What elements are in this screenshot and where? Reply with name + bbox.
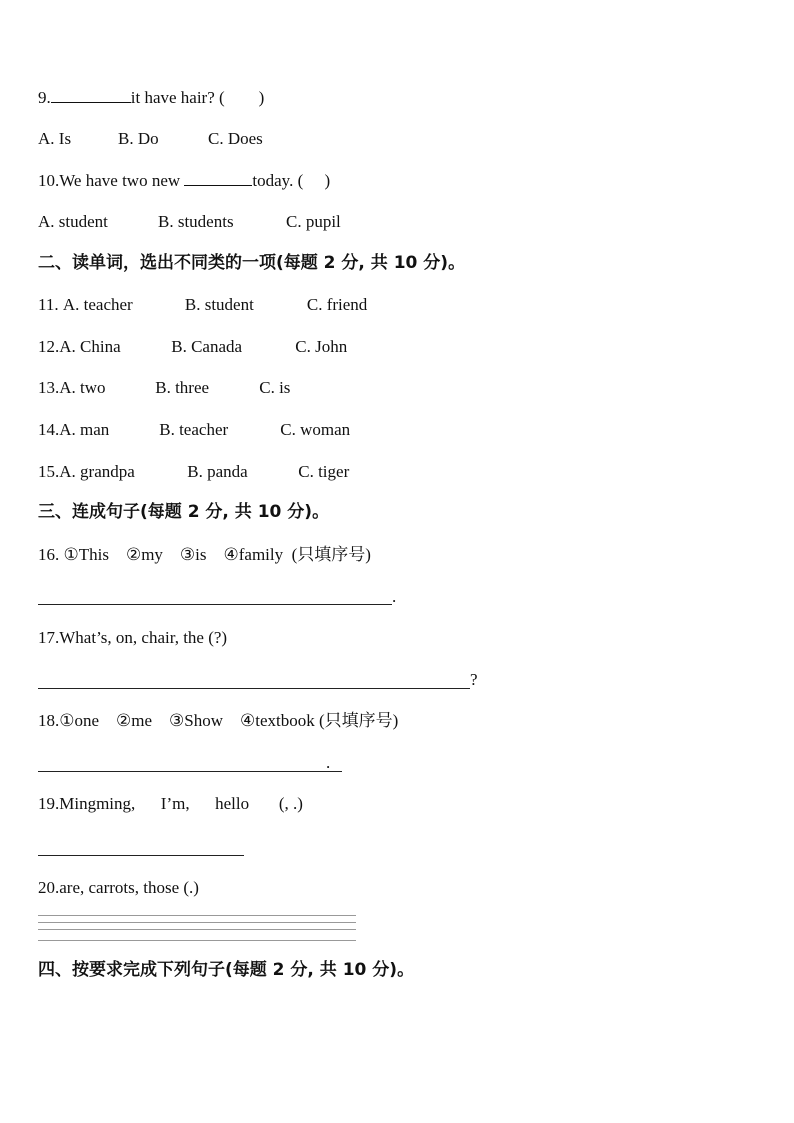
q13-option-c: C. is — [259, 378, 291, 397]
question-12 — [38, 336, 347, 358]
q9-option-a: A. Is — [38, 129, 72, 148]
q9-option-b: B. Do — [118, 129, 159, 148]
q11-option-a: A. teacher — [62, 295, 133, 314]
q9-text: it have hair? ( ) — [130, 88, 265, 107]
q17-end-mark: ? — [470, 670, 478, 689]
question-13 — [38, 377, 290, 399]
q10-blank[interactable] — [184, 169, 252, 186]
q20-writing-line-1[interactable] — [38, 915, 356, 916]
q15-option-a: A. grandpa — [59, 462, 135, 481]
q11-option-c: C. friend — [306, 295, 368, 314]
q14-option-b: B. teacher — [159, 420, 229, 439]
question-19: 19.Mingming, I’m, hello (, .) — [38, 794, 303, 813]
q16-answer-line[interactable] — [38, 604, 392, 605]
q12-option-a: A. China — [59, 337, 121, 356]
q13-option-b: B. three — [155, 378, 210, 397]
question-20: 20.are, carrots, those (.) — [38, 878, 199, 897]
question-15 — [38, 461, 349, 483]
q10-text-after: today. ( ) — [252, 171, 331, 190]
question-11 — [38, 294, 367, 316]
section-4-title: 四、按要求完成下列句子(每题 2 分, 共 10 分)。 — [38, 960, 415, 980]
q20-writing-line-2[interactable] — [38, 922, 356, 923]
q12-option-c: C. John — [295, 337, 348, 356]
question-18: 18.①one ②me ③Show ④textbook (只填序号) — [38, 711, 399, 730]
section-2-title: 二、读单词，选出不同类的一项(每题 2 分, 共 10 分)。 — [38, 253, 466, 273]
q17-answer-line[interactable] — [38, 688, 470, 689]
q12-option-b: B. Canada — [171, 337, 243, 356]
question-9 — [38, 86, 264, 109]
q11-option-b: B. student — [184, 295, 254, 314]
q15-option-b: B. panda — [187, 462, 248, 481]
q9-number: 9. — [38, 88, 51, 107]
q14-option-c: C. woman — [280, 420, 351, 439]
question-16: 16. ①This ②my ③is ④family (只填序号) — [38, 545, 371, 564]
q9-blank[interactable] — [51, 86, 131, 103]
q9-options — [38, 128, 263, 150]
q13-option-a: A. two — [59, 378, 106, 397]
q10-option-b: B. students — [158, 212, 234, 231]
q11-number: 11. — [38, 295, 63, 314]
q15-number: 15. — [38, 462, 60, 481]
q18-end-mark: . — [326, 753, 331, 772]
q13-number: 13. — [38, 378, 60, 397]
q10-options — [38, 211, 341, 233]
q16-end-mark: . — [392, 587, 397, 606]
question-14 — [38, 419, 350, 441]
q19-answer-line[interactable] — [38, 855, 244, 856]
q9-option-c: C. Does — [208, 129, 263, 148]
q14-option-a: A. man — [59, 420, 110, 439]
q10-option-a: A. student — [38, 212, 108, 231]
question-17: 17.What’s, on, chair, the (?) — [38, 628, 228, 647]
q10-option-c: C. pupil — [286, 212, 341, 231]
q18-answer-line[interactable] — [38, 771, 342, 772]
section-3-title: 三、连成句子(每题 2 分, 共 10 分)。 — [38, 502, 330, 522]
q20-writing-line-4[interactable] — [38, 940, 356, 941]
question-10 — [38, 169, 330, 192]
q12-number: 12. — [38, 337, 60, 356]
q14-number: 14. — [38, 420, 60, 439]
q10-number: 10. — [38, 171, 60, 190]
q15-option-c: C. tiger — [298, 462, 350, 481]
q20-writing-line-3[interactable] — [38, 929, 356, 930]
q10-text-before: We have two new — [59, 171, 185, 190]
